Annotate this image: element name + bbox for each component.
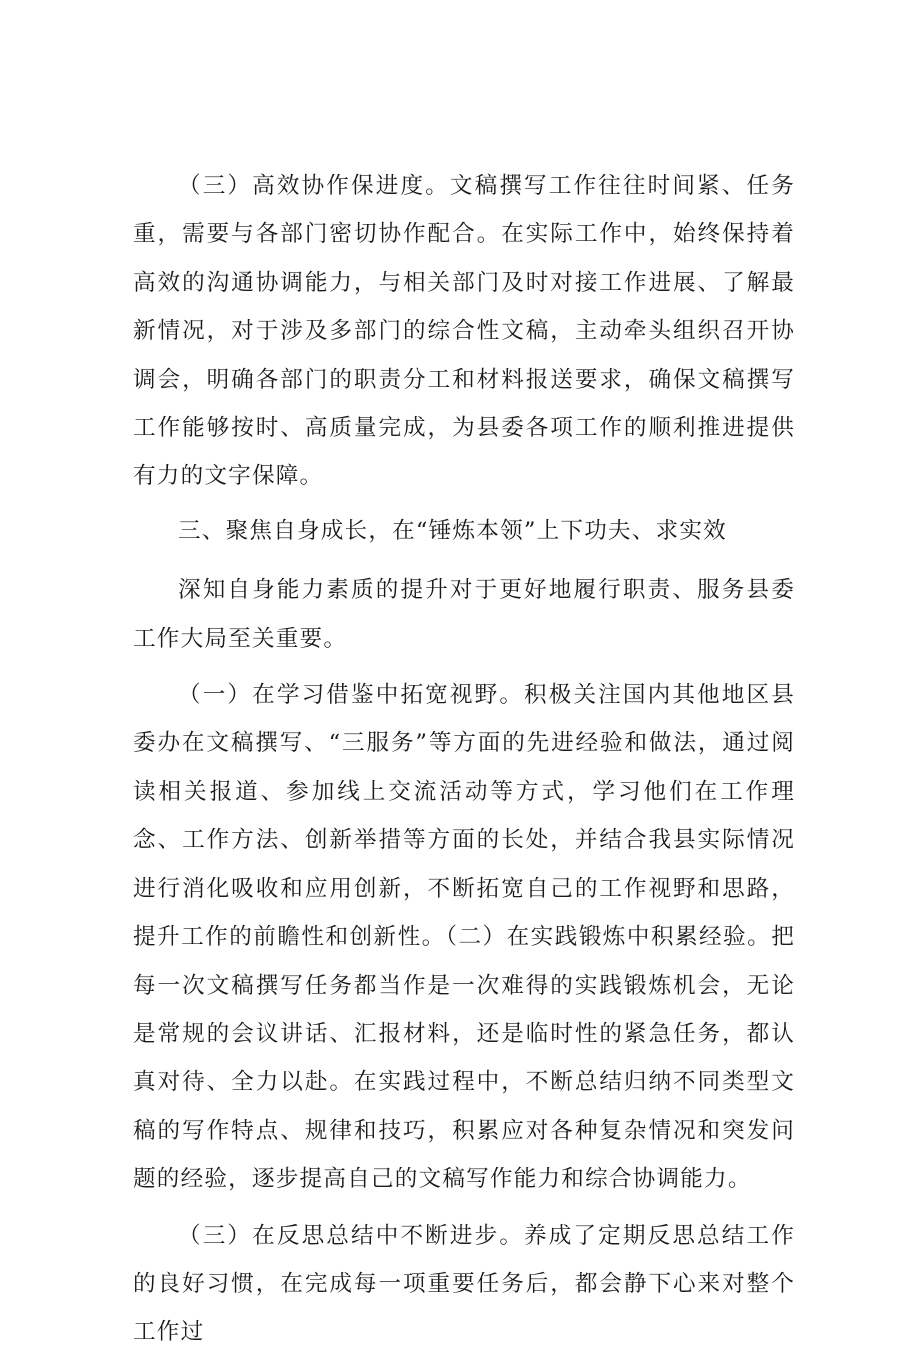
document-body bbox=[133, 162, 795, 1357]
paragraph-coordination: （三）高效协作保进度。文稿撰写工作往往时间紧、任务重，需要与各部门密切协作配合。在实际工作中，始终保持着高效的沟通协调能力，与相关部门及时对接工作进展、了解最新情况，对于涉及多部门的综合性文稿，主动牵头组织召开协调会，明确各部门的职责分工和材料报送要求，确保文稿撰写工作能够按时、高质量完成，为县委各项工作的顺利推进提供有力的文字保障。 bbox=[133, 173, 795, 490]
section-heading-growth: 三、聚焦自身成长，在“锤炼本领”上下功夫、求实效 bbox=[178, 517, 727, 544]
paragraph-learning-practice: （一）在学习借鉴中拓宽视野。积极关注国内其他地区县委办在文稿撰写、“三服务”等方面的先进经验和做法，通过阅读相关报道、参加线上交流活动等方式，学习他们在工作理念、工作方法、创新举措等方面的长处，并结合我县实际情况进行消化吸收和应用创新，不断拓宽自己的工作视野和思路，提升工作的前瞻性和创新性。（二）在实践锻炼中积累经验。把每一次文稿撰写任务都当作是一次难得的实践锻炼机会，无论是常规的会议讲话、汇报材料，还是临时性的紧急任务，都认真对待、全力以赴。在实践过程中，不断总结归纳不同类型文稿的写作特点、规律和技巧，积累应对各种复杂情况和突发问题的经验，逐步提高自己的文稿写作能力和综合协调能力。 bbox=[133, 682, 795, 1193]
paragraph-intro-growth: 深知自身能力素质的提升对于更好地履行职责、服务县委工作大局至关重要。 bbox=[133, 577, 795, 652]
paragraph-reflection: （三）在反思总结中不断进步。养成了定期反思总结工作的良好习惯，在完成每一项重要任务后，都会静下心来对整个工作过 bbox=[133, 1222, 795, 1346]
